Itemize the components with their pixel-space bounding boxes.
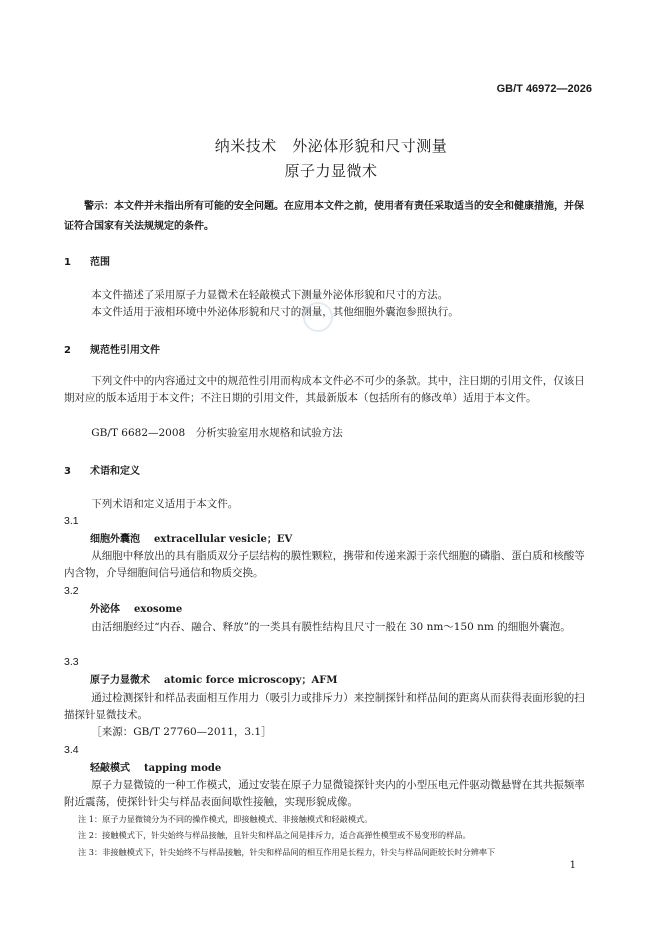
term-english: extracellular vesicle；EV — [154, 534, 293, 545]
section-title: 术语和定义 — [90, 466, 140, 477]
note-2: 注 2：接触模式下，针尖始终与样品接触，且针尖和样品之间是排斥力，适合高弹性模型或不易变形的样品。 — [78, 830, 471, 840]
term-chinese: 原子力显微术 — [90, 675, 150, 686]
scope-paragraph-2: 本文件适用于液相环境中外泌体形貌和尺寸的测量，其他细胞外囊泡参照执行。 — [91, 306, 459, 318]
section-title: 规范性引用文件 — [90, 345, 160, 356]
term-source: ［来源：GB/T 27760—2011，3.1］ — [91, 726, 272, 738]
note-1: 注 1：原子力显微镜分为不同的操作模式，即接触模式、非接触模式和轻敲模式。 — [78, 814, 373, 824]
section-number: 1 — [64, 257, 71, 268]
term-heading — [64, 760, 618, 777]
term-definition: 由活细胞经过“内吞、融合、释放”的一类具有膜性结构且尺寸一般在 30 nm～150 nm 的细胞外囊泡。 — [91, 621, 571, 633]
document-subtitle: 原子力显微术 — [284, 162, 378, 180]
term-heading — [64, 672, 618, 689]
normative-reference-item: GB/T 6682—2008 分析实验室用水规格和试验方法 — [91, 427, 343, 439]
term-english: tapping mode — [144, 763, 222, 774]
standard-code: GB/T 46972—2026 — [496, 83, 592, 95]
term-number: 3.4 — [64, 744, 79, 756]
term-english: exosome — [134, 604, 183, 615]
term-english: atomic force microscopy；AFM — [164, 675, 338, 686]
term-heading — [64, 531, 618, 548]
section-1-heading — [64, 254, 592, 271]
term-number: 3.3 — [64, 656, 79, 668]
term-definition: 原子力显微镜的一种工作模式，通过安装在原子力显微镜探针夹内的小型压电元件驱动微悬臂在其共振频率附近震荡，使探针针尖与样品表面间歇性接触，实现形貌成像。 — [64, 779, 585, 808]
section-2-heading — [64, 342, 592, 359]
section-title: 范围 — [90, 257, 110, 268]
term-number: 3.2 — [64, 585, 79, 597]
normative-references-paragraph: 下列文件中的内容通过文中的规范性引用而构成本文件必不可少的条款。其中，注日期的引用文件，仅该日期对应的版本适用于本文件；不注日期的引用文件，其最新版本（包括所有的修改单）适用于本文件。 — [64, 375, 585, 404]
term-definition: 从细胞中释放出的具有脂质双分子层结构的膜性颗粒，携带和传递来源于亲代细胞的磷脂、蛋白质和核酸等内含物，介导细胞间信号通信和物质交换。 — [64, 550, 585, 579]
term-heading — [64, 601, 618, 618]
section-3-heading — [64, 463, 592, 480]
scope-paragraph-1: 本文件描述了采用原子力显微术在轻敲模式下测量外泌体形貌和尺寸的方法。 — [91, 289, 449, 301]
watermark-icon — [303, 302, 333, 332]
term-definition: 通过检测探针和样品表面相互作用力（吸引力或排斥力）来控制探针和样品间的距离从而获得表面形貌的扫描探针显微技术。 — [64, 692, 585, 721]
note-3: 注 3：非接触模式下，针尖始终不与样品接触，针尖和样品间的相互作用是长程力，针尖与样品间距较长时分辨率下 — [78, 847, 496, 857]
term-number: 3.1 — [64, 515, 79, 527]
terms-intro: 下列术语和定义适用于本文件。 — [91, 498, 239, 510]
document-title: 纳米技术 外泌体形貌和尺寸测量 — [214, 137, 448, 155]
section-number: 3 — [64, 466, 71, 477]
section-number: 2 — [64, 345, 71, 356]
term-chinese: 轻敲模式 — [90, 763, 130, 774]
term-chinese: 细胞外囊泡 — [90, 534, 140, 545]
term-chinese: 外泌体 — [90, 604, 120, 615]
safety-warning: 警示：本文件并未指出所有可能的安全问题。在应用本文件之前，使用者有责任采取适当的安全和健康措施，并保证符合国家有关法规规定的条件。 — [64, 201, 584, 232]
page-number: 1 — [569, 860, 576, 871]
